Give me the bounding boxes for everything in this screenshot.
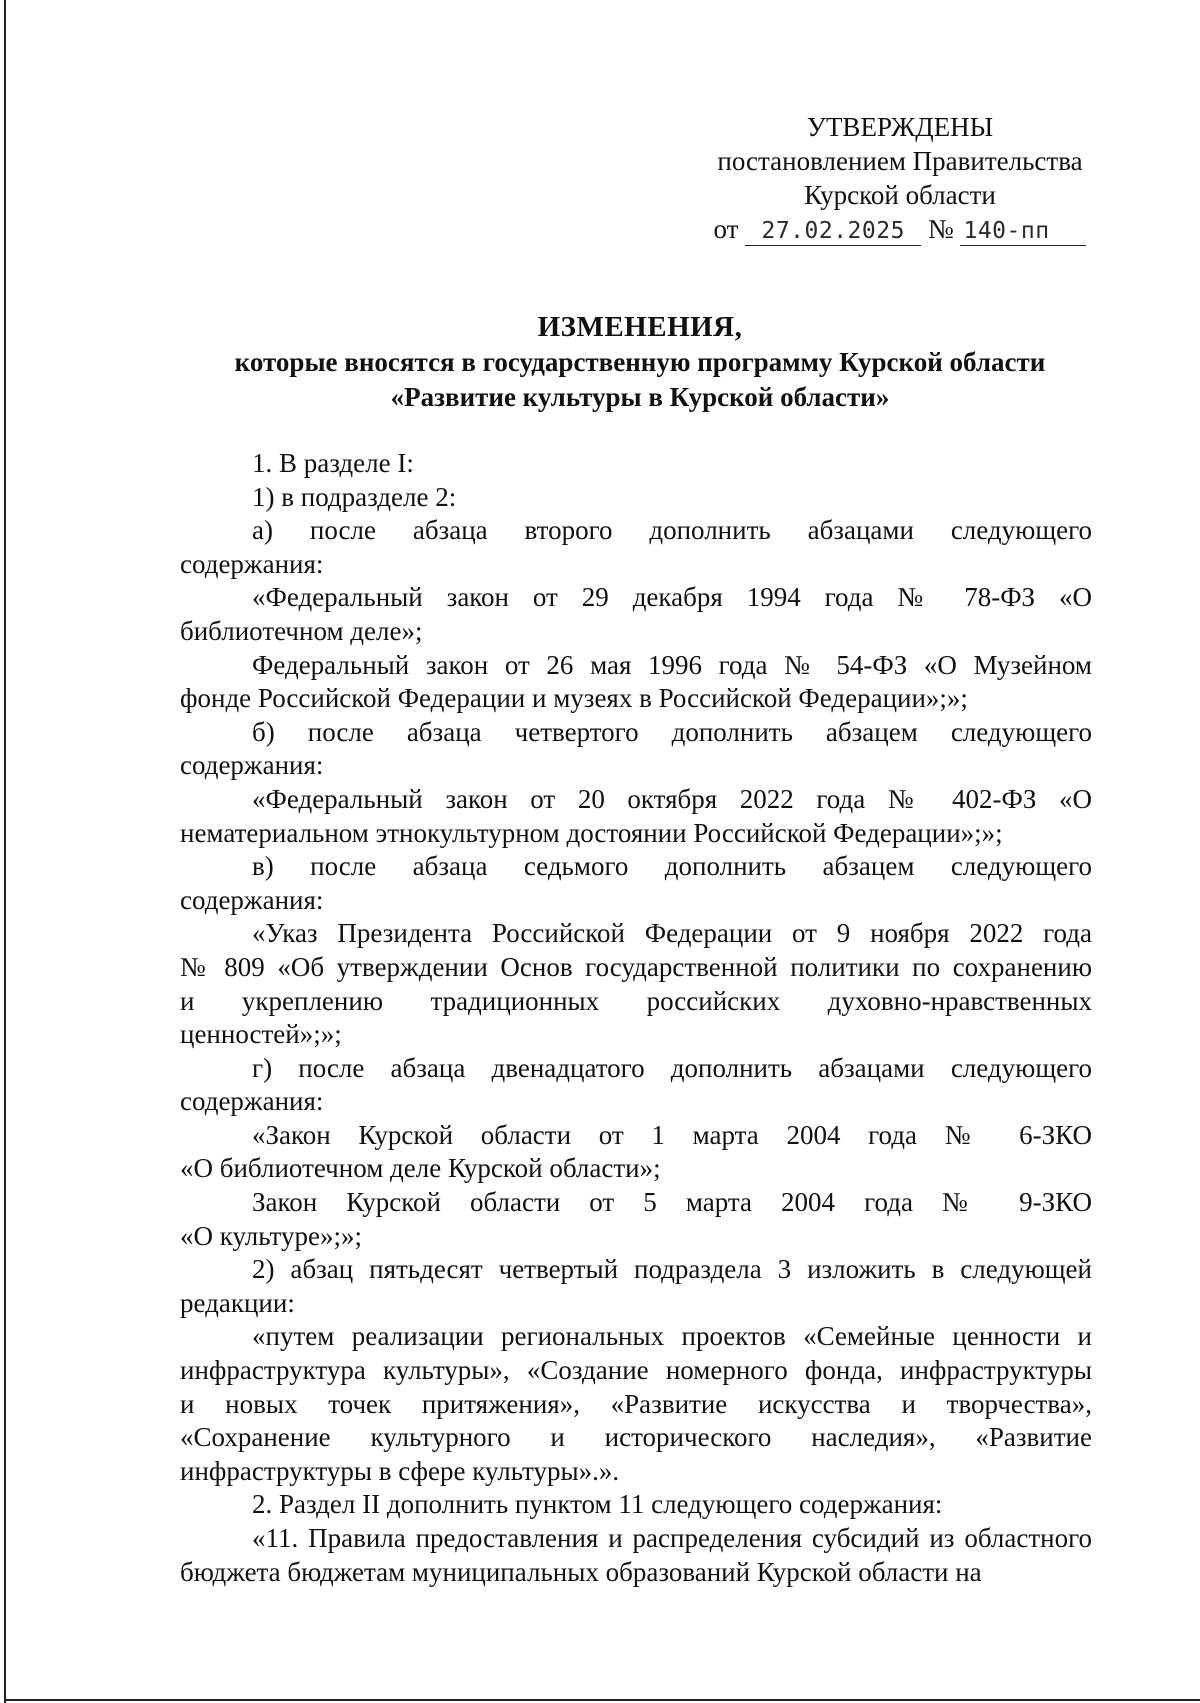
body-line: содержания:: [180, 1086, 324, 1117]
body-line: «Федеральный закон от 29 декабря 1994 года № 78-ФЗ «О: [252, 582, 1092, 613]
title-line-2: которые вносятся в государственную программу Курской области: [234, 347, 1046, 377]
body-line: бюджета бюджетам муниципальных образований Курской области на: [180, 1556, 982, 1587]
body-line: г) после абзаца двенадцатого дополнить абзацами следующего: [252, 1052, 1092, 1083]
date-prefix: от: [713, 214, 739, 244]
body-line: «О библиотечном деле Курской области»;: [180, 1153, 661, 1184]
scan-left-edge: [4, 0, 6, 1703]
body-line: содержания:: [180, 548, 324, 579]
approval-line-2: Курской области: [804, 180, 996, 210]
body-line: 2. Раздел II дополнить пунктом 11 следующего содержания:: [252, 1489, 943, 1520]
body-line: библиотечном деле»;: [180, 615, 423, 646]
title-main: ИЗМЕНЕНИЯ,: [537, 311, 743, 343]
body-line: и новых точек притяжения», «Развитие искусства и творчества»,: [180, 1388, 1092, 1419]
body-line: «путем реализации региональных проектов «Семейные ценности и: [252, 1321, 1092, 1352]
body-line: 2) абзац пятьдесят четвертый подраздела 3 изложить в следующей: [252, 1254, 1092, 1285]
body-line: содержания:: [180, 750, 324, 781]
body-line: «Федеральный закон от 20 октября 2022 года № 402-ФЗ «О: [252, 783, 1092, 814]
title-line-3: «Развитие культуры в Курской области»: [390, 382, 890, 412]
body-line: 1) в подразделе 2:: [252, 481, 457, 512]
body-line: б) после абзаца четвертого дополнить абзацем следующего: [252, 716, 1092, 747]
body-line: 1. В разделе I:: [252, 448, 414, 478]
document-title: [180, 310, 1100, 415]
approval-line-1: постановлением Правительства: [717, 146, 1083, 176]
approval-number: 140-пп: [960, 217, 1086, 246]
body-line: редакции:: [180, 1287, 295, 1318]
body-line: Федеральный закон от 26 мая 1996 года № 54-ФЗ «О Музейном: [252, 649, 1092, 680]
approval-date-line: [690, 212, 1110, 246]
approval-status: УТВЕРЖДЕНЫ: [806, 112, 994, 142]
approval-date: 27.02.2025: [745, 217, 921, 246]
document-body: [180, 447, 1092, 1589]
body-line: «Сохранение культурного и исторического наследия», «Развитие: [180, 1422, 1092, 1453]
body-line: «О культуре»;»;: [180, 1220, 362, 1251]
body-line: Закон Курской области от 5 марта 2004 года № 9-ЗКО: [252, 1187, 1092, 1218]
body-line: инфраструктура культуры», «Создание номерного фонда, инфраструктуры: [180, 1355, 1092, 1386]
body-line: «Закон Курской области от 1 марта 2004 года № 6-ЗКО: [252, 1119, 1092, 1150]
scan-bottom-edge: [4, 1699, 1200, 1701]
number-prefix: №: [927, 214, 954, 244]
body-line: содержания:: [180, 884, 324, 915]
body-line: и укреплению традиционных российских духовно-нравственных: [180, 985, 1092, 1016]
approval-block: [690, 110, 1110, 246]
body-line: инфраструктуры в сфере культуры».».: [180, 1455, 620, 1486]
body-line: «11. Правила предоставления и распределения субсидий из областного: [252, 1523, 1092, 1553]
body-line: а) после абзаца второго дополнить абзацами следующего: [252, 515, 1092, 546]
body-line: «Указ Президента Российской Федерации от 9 ноября 2022 года: [252, 918, 1092, 949]
body-line: ценностей»;»;: [180, 1019, 342, 1050]
body-line: в) после абзаца седьмого дополнить абзацем следующего: [252, 851, 1092, 882]
body-line: фонде Российской Федерации и музеях в Российской Федерации»;»;: [180, 683, 968, 714]
body-line: нематериальном этнокультурном достоянии Российской Федерации»;»;: [180, 817, 1003, 848]
body-line: № 809 «Об утверждении Основ государственной политики по сохранению: [180, 951, 1092, 982]
